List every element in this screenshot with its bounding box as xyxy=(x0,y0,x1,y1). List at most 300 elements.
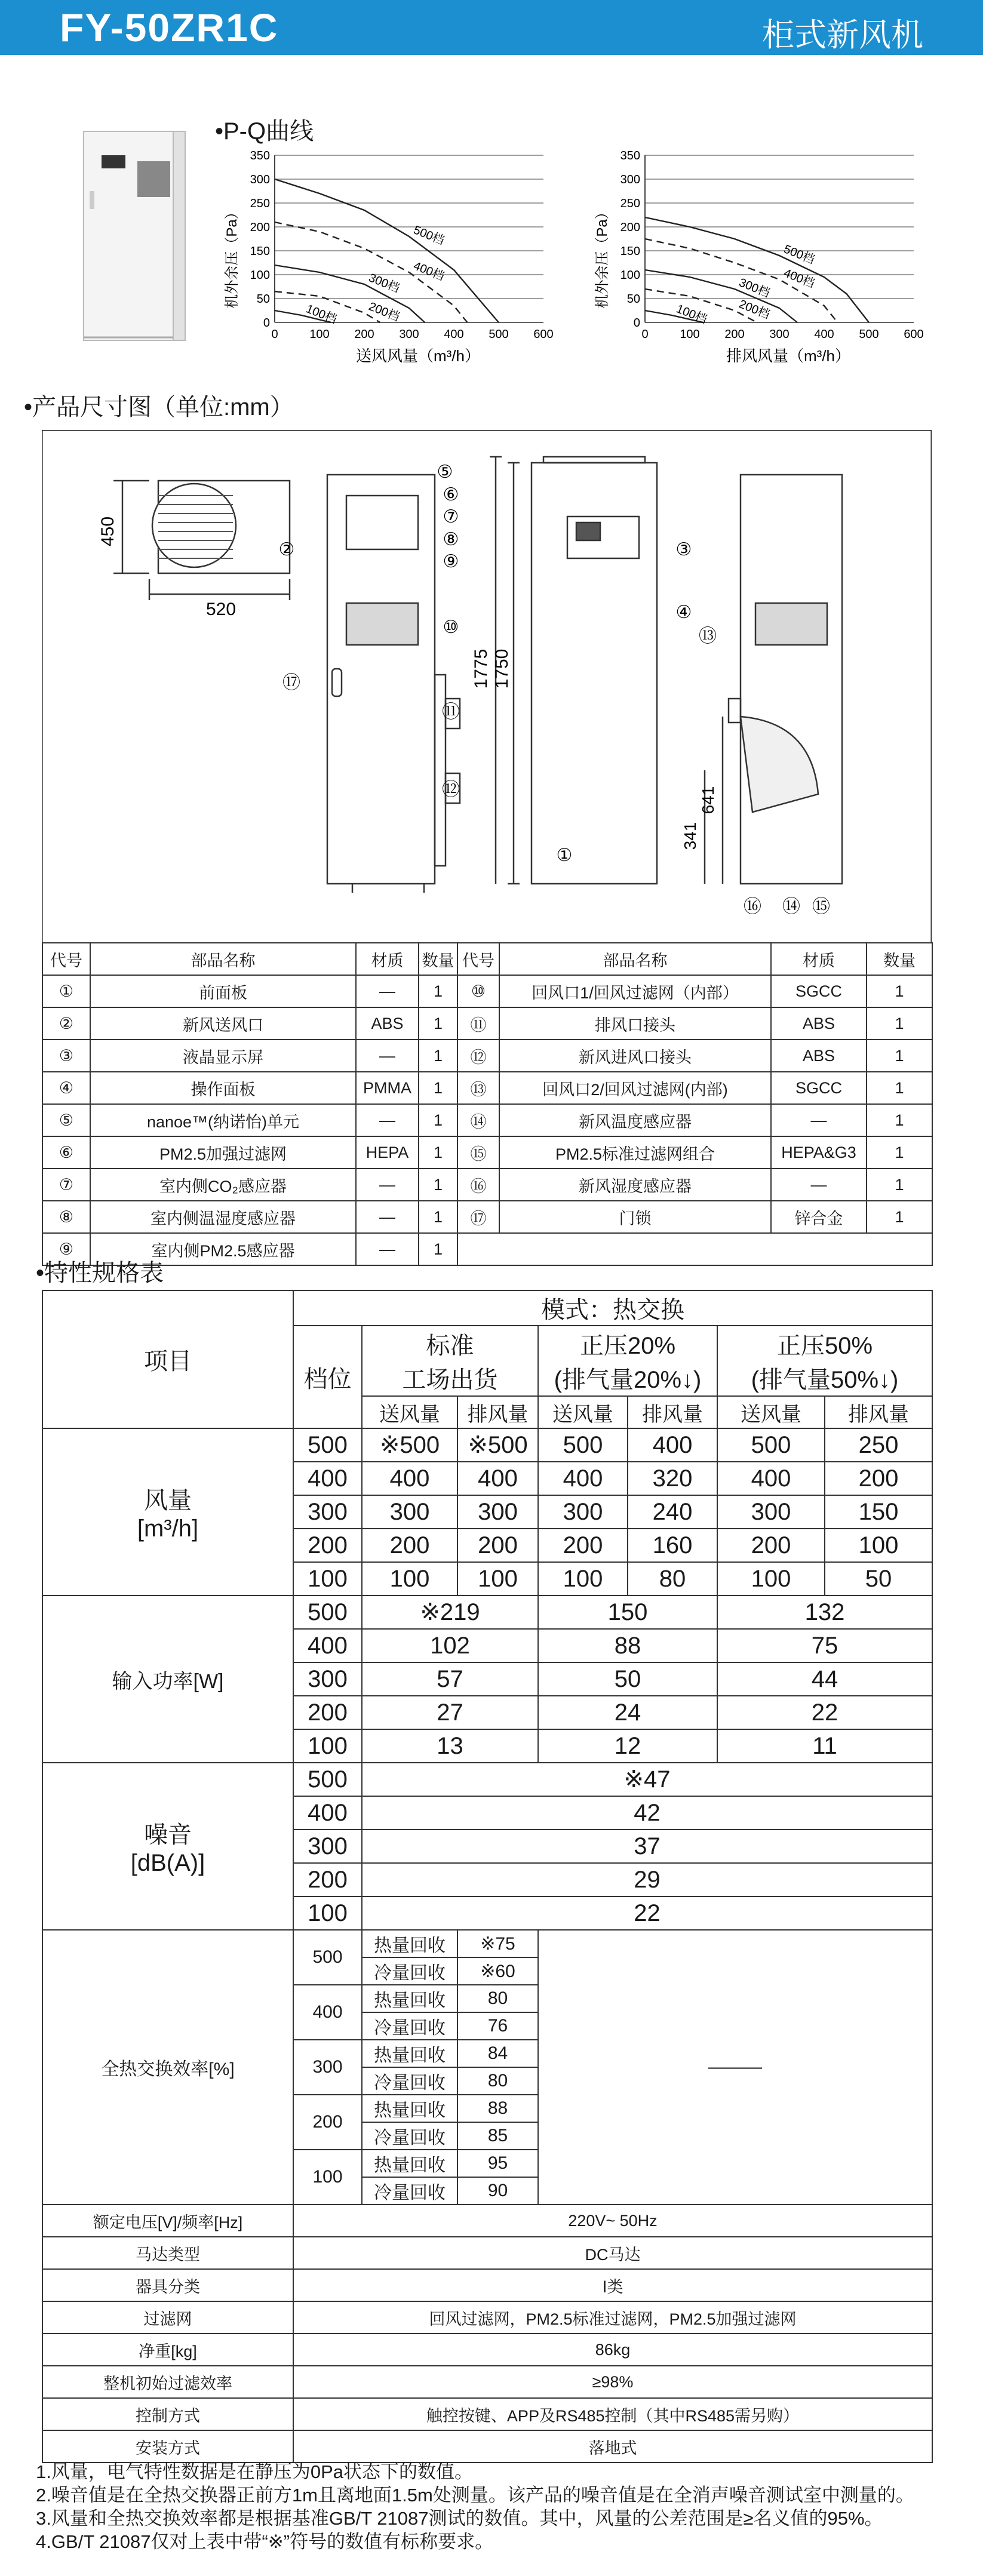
parts-cell: — xyxy=(356,1104,419,1136)
spec-misc-label: 过滤网 xyxy=(42,2301,293,2334)
spec-cell: 24 xyxy=(538,1696,717,1729)
spec-cell: 200 xyxy=(362,1529,457,1562)
spec-cell: 300 xyxy=(293,2040,362,2095)
parts-header-row xyxy=(42,943,932,975)
parts-cell: PMMA xyxy=(356,1072,419,1104)
pq-chart-supply xyxy=(221,143,579,370)
spec-cell: 500 xyxy=(293,1596,362,1629)
pq-chart-exhaust xyxy=(591,143,950,370)
note-1: 1.风量，电气特性数据是在静压为0Pa状态下的数值。 xyxy=(36,2461,474,2482)
note-2: 2.噪音值是在全热交换器正前方1m且离地面1.5m处测量。该产品的噪音值是在全消声噪音测试室中测量的。 xyxy=(36,2485,914,2506)
parts-cell: 1 xyxy=(867,1201,932,1233)
spec-item-header: 项目 xyxy=(42,1290,293,1428)
spec-cell: 100 xyxy=(293,1896,362,1930)
spec-misc-label: 净重[kg] xyxy=(42,2334,293,2366)
spec-heat-recovery: 热量回收 xyxy=(362,2040,457,2067)
notes xyxy=(36,2460,914,2553)
parts-cell: 回风口2/回风过滤网(内部) xyxy=(499,1072,771,1104)
pq-y-tick: 300 xyxy=(620,173,640,186)
spec-cell: 400 xyxy=(293,1985,362,2040)
spec-cool-recovery: 冷量回收 xyxy=(362,2177,457,2205)
parts-header-cell: 代号 xyxy=(457,943,499,975)
parts-cell: HEPA&G3 xyxy=(771,1136,867,1169)
table-row xyxy=(42,1104,932,1136)
spec-misc-value: 220V~ 50Hz xyxy=(293,2205,932,2237)
callout-17: ⑰ xyxy=(282,673,300,693)
spec-cell: 500 xyxy=(717,1428,825,1462)
parts-cell: PM2.5标准过滤网组合 xyxy=(499,1136,771,1169)
spec-cool-value: 76 xyxy=(457,2012,538,2040)
spec-cell: 200 xyxy=(293,2095,362,2150)
parts-cell: 锌合金 xyxy=(771,1201,867,1233)
callout-10: ⑩ xyxy=(443,617,459,637)
callout-3: ③ xyxy=(675,540,692,560)
parts-cell: 1 xyxy=(867,1040,932,1072)
spec-airflow-label: 风量 [m³/h] xyxy=(42,1428,293,1596)
callout-8: ⑧ xyxy=(443,530,459,549)
parts-cell: 室内侧温湿度感应器 xyxy=(90,1201,356,1233)
dim-1775: 1775 xyxy=(471,648,491,689)
pq-x-tick: 0 xyxy=(271,328,278,341)
parts-cell: HEPA xyxy=(356,1136,419,1169)
pq-x-tick: 100 xyxy=(309,328,330,341)
spec-misc-label: 马达类型 xyxy=(42,2237,293,2269)
spec-exhaust-header: 排风量 xyxy=(457,1396,538,1428)
parts-cell: 1 xyxy=(419,1169,457,1201)
parts-table xyxy=(42,942,933,1266)
callout-14: ⑭ xyxy=(782,897,800,917)
parts-cell: 室内侧CO₂感应器 xyxy=(90,1169,356,1201)
table-row xyxy=(42,1169,932,1201)
spec-pos20-header: 正压20% (排气量20%↓) xyxy=(538,1326,717,1396)
spec-cell: 100 xyxy=(293,1562,362,1596)
pq-y-tick: 300 xyxy=(250,173,270,186)
callout-15: ⑮ xyxy=(812,897,830,917)
spec-cell: 22 xyxy=(362,1896,932,1930)
parts-cell: ⑯ xyxy=(457,1169,499,1201)
table-row xyxy=(42,1233,932,1265)
parts-header-cell: 数量 xyxy=(867,943,932,975)
note-4: 4.GB/T 21087仅对上表中带“※”符号的数值有标称要求。 xyxy=(36,2531,494,2552)
spec-cool-recovery: 冷量回收 xyxy=(362,2122,457,2150)
spec-cell: 400 xyxy=(538,1462,628,1495)
page-header xyxy=(0,0,983,55)
table-row xyxy=(42,1428,932,1462)
table-row xyxy=(42,2301,932,2334)
spec-cell: 200 xyxy=(457,1529,538,1562)
callout-7: ⑦ xyxy=(443,507,459,527)
pq-supply-xlabel: 送风风量（m³/h） xyxy=(355,347,481,365)
pq-series-label: 100档 xyxy=(674,302,709,327)
spec-cell: 400 xyxy=(362,1462,457,1495)
pq-y-tick: 350 xyxy=(620,149,640,162)
spec-cell: 100 xyxy=(457,1562,538,1596)
pq-y-tick: 100 xyxy=(620,269,640,282)
spec-cell: 300 xyxy=(362,1495,457,1529)
spec-misc-label: 整机初始过滤效率 xyxy=(42,2366,293,2398)
spec-heat-recovery: 热量回收 xyxy=(362,2150,457,2177)
dim-641: 641 xyxy=(699,786,717,814)
spec-cell: 100 xyxy=(717,1562,825,1596)
pq-x-tick: 600 xyxy=(533,328,554,341)
spec-cell: 37 xyxy=(362,1830,932,1863)
parts-cell: 1 xyxy=(867,1007,932,1040)
parts-cell: 回风口1/回风过滤网（内部） xyxy=(499,975,771,1007)
table-row xyxy=(42,1290,932,1326)
spec-cell: 200 xyxy=(293,1696,362,1729)
pq-x-tick: 400 xyxy=(444,328,464,341)
spec-cell: 300 xyxy=(457,1495,538,1529)
spec-misc-value: 86kg xyxy=(293,2334,932,2366)
spec-misc-label: 安装方式 xyxy=(42,2430,293,2463)
spec-table xyxy=(42,1290,933,2463)
spec-cell: 150 xyxy=(825,1495,932,1529)
side-view-right xyxy=(705,475,842,884)
spec-cell: 400 xyxy=(628,1428,717,1462)
pq-exhaust-xlabel: 排风风量（m³/h） xyxy=(726,347,851,365)
spec-cell: 75 xyxy=(717,1629,932,1662)
spec-exhaust-header: 排风量 xyxy=(628,1396,717,1428)
callout-2: ② xyxy=(278,540,295,560)
parts-cell: — xyxy=(356,1233,419,1265)
spec-mode-header: 模式：热交换 xyxy=(293,1290,932,1326)
spec-misc-value: ≥98% xyxy=(293,2366,932,2398)
parts-cell: ABS xyxy=(771,1040,867,1072)
pq-y-tick: 100 xyxy=(250,269,270,282)
pq-x-tick: 500 xyxy=(859,328,879,341)
spec-misc-label: 控制方式 xyxy=(42,2398,293,2430)
spec-cell: 100 xyxy=(825,1529,932,1562)
parts-cell: ⑦ xyxy=(42,1169,90,1201)
note-3: 3.风量和全热交换效率都是根据基准GB/T 21087测试的数值。其中，风量的公差范围是≥名义值的95%。 xyxy=(36,2508,883,2529)
parts-cell: 室内侧PM2.5感应器 xyxy=(90,1233,356,1265)
pq-x-tick: 200 xyxy=(354,328,374,341)
parts-cell: ③ xyxy=(42,1040,90,1072)
table-row xyxy=(42,1763,932,1796)
spec-misc-label: 额定电压[V]/频率[Hz] xyxy=(42,2205,293,2237)
spec-exhaust-header: 排风量 xyxy=(825,1396,932,1428)
spec-cell: 500 xyxy=(293,1428,362,1462)
parts-cell: ABS xyxy=(771,1007,867,1040)
parts-cell: — xyxy=(356,1201,419,1233)
callout-9: ⑨ xyxy=(443,552,459,571)
table-row xyxy=(42,1930,932,1957)
spec-title: •特性规格表 xyxy=(36,1260,164,1286)
spec-cool-recovery: 冷量回收 xyxy=(362,1957,457,1985)
spec-noise-label: 噪音 [dB(A)] xyxy=(42,1763,293,1930)
dim-520: 520 xyxy=(205,600,236,619)
dimension-drawing xyxy=(42,430,932,943)
callout-1: ① xyxy=(556,846,573,865)
spec-efficiency-label: 全热交换效率[%] xyxy=(42,1930,293,2205)
spec-cell: 250 xyxy=(825,1428,932,1462)
parts-cell: ⑥ xyxy=(42,1136,90,1169)
spec-cell: 300 xyxy=(538,1495,628,1529)
table-row xyxy=(42,2334,932,2366)
pq-series-label: 500档 xyxy=(782,242,816,267)
parts-cell: 前面板 xyxy=(90,975,356,1007)
spec-cell: 240 xyxy=(628,1495,717,1529)
spec-heat-value: 84 xyxy=(457,2040,538,2067)
parts-cell: 门锁 xyxy=(499,1201,771,1233)
spec-cell: 300 xyxy=(293,1830,362,1863)
parts-cell: ⑧ xyxy=(42,1201,90,1233)
spec-cell: 200 xyxy=(538,1529,628,1562)
table-row xyxy=(42,1136,932,1169)
pq-x-tick: 300 xyxy=(769,328,790,341)
spec-heat-value: 88 xyxy=(457,2095,538,2122)
spec-cell: ※500 xyxy=(457,1428,538,1462)
pq-series-label: 100档 xyxy=(304,302,339,327)
parts-cell: ⑪ xyxy=(457,1007,499,1040)
callout-5: ⑤ xyxy=(437,462,453,482)
dim-1750: 1750 xyxy=(492,648,512,689)
spec-heat-value: ※75 xyxy=(457,1930,538,1957)
table-row xyxy=(42,2269,932,2301)
parts-cell: PM2.5加强过滤网 xyxy=(90,1136,356,1169)
parts-cell: ① xyxy=(42,975,90,1007)
parts-cell: 液晶显示屏 xyxy=(90,1040,356,1072)
spec-cell: 44 xyxy=(717,1662,932,1696)
pq-supply-ylabel: 机外余压（Pa） xyxy=(224,205,240,309)
table-row xyxy=(42,1201,932,1233)
spec-cell: 29 xyxy=(362,1863,932,1896)
spec-standard-header: 标准 工场出货 xyxy=(362,1326,538,1396)
table-row xyxy=(42,2237,932,2269)
spec-cell: 27 xyxy=(362,1696,538,1729)
spec-power-label: 输入功率[W] xyxy=(42,1596,293,1763)
pq-series-label: 300档 xyxy=(367,271,401,296)
table-row xyxy=(42,2398,932,2430)
parts-cell: 1 xyxy=(867,1169,932,1201)
spec-cell: 500 xyxy=(293,1763,362,1796)
table-row xyxy=(42,2430,932,2463)
spec-cool-value: 80 xyxy=(457,2067,538,2095)
parts-cell: — xyxy=(771,1169,867,1201)
spec-cell: 100 xyxy=(538,1562,628,1596)
pq-series-label: 400档 xyxy=(782,266,816,291)
dim-450: 450 xyxy=(98,516,118,547)
pq-series-label: 200档 xyxy=(737,297,772,322)
spec-cell: 200 xyxy=(825,1462,932,1495)
spec-cell: 150 xyxy=(538,1596,717,1629)
spec-cell: 200 xyxy=(717,1529,825,1562)
spec-cell: 42 xyxy=(362,1796,932,1830)
callout-13: ⑬ xyxy=(699,626,717,646)
parts-cell: 1 xyxy=(419,1072,457,1104)
parts-cell: 1 xyxy=(867,1136,932,1169)
table-row xyxy=(42,1072,932,1104)
parts-cell: 1 xyxy=(419,1007,457,1040)
spec-cell: 102 xyxy=(362,1629,538,1662)
product-thumbnail xyxy=(72,125,191,346)
spec-misc-value: Ⅰ类 xyxy=(293,2269,932,2301)
parts-cell: 操作面板 xyxy=(90,1072,356,1104)
parts-cell: ⑮ xyxy=(457,1136,499,1169)
parts-cell: ② xyxy=(42,1007,90,1040)
parts-cell: 1 xyxy=(419,1040,457,1072)
spec-cool-value: 90 xyxy=(457,2177,538,2205)
spec-cell: ※219 xyxy=(362,1596,538,1629)
product-category: 柜式新风机 xyxy=(762,17,923,53)
parts-cell: 1 xyxy=(867,1072,932,1104)
callout-12: ⑫ xyxy=(442,780,460,800)
spec-cell: 80 xyxy=(628,1562,717,1596)
pq-x-tick: 500 xyxy=(489,328,509,341)
parts-cell: 1 xyxy=(419,1104,457,1136)
spec-cell: 300 xyxy=(293,1495,362,1529)
spec-cell: 400 xyxy=(293,1796,362,1830)
spec-cell: 300 xyxy=(293,1662,362,1696)
callout-6: ⑥ xyxy=(443,485,459,505)
parts-header-cell: 代号 xyxy=(42,943,90,975)
spec-heat-value: 95 xyxy=(457,2150,538,2177)
parts-cell: ⑨ xyxy=(42,1233,90,1265)
dims-title: •产品尺寸图（单位:mm） xyxy=(24,394,294,420)
parts-cell: ⑤ xyxy=(42,1104,90,1136)
spec-supply-header: 送风量 xyxy=(717,1396,825,1428)
spec-misc-value: 回风过滤网，PM2.5标准过滤网，PM2.5加强过滤网 xyxy=(293,2301,932,2334)
pq-y-tick: 250 xyxy=(620,197,640,210)
spec-cell: 400 xyxy=(293,1629,362,1662)
pq-series-label: 300档 xyxy=(737,276,772,300)
spec-efficiency-na: ——— xyxy=(538,1930,932,2205)
spec-cell: 11 xyxy=(717,1729,932,1763)
parts-header-cell: 材质 xyxy=(771,943,867,975)
spec-cell: ※47 xyxy=(362,1763,932,1796)
spec-cell: 160 xyxy=(628,1529,717,1562)
pq-y-tick: 350 xyxy=(250,149,270,162)
pq-y-tick: 200 xyxy=(620,221,640,234)
parts-header-cell: 数量 xyxy=(419,943,457,975)
front-view xyxy=(490,457,657,884)
parts-cell: ⑬ xyxy=(457,1072,499,1104)
parts-header-cell: 部品名称 xyxy=(499,943,771,975)
pq-y-tick: 150 xyxy=(250,245,270,258)
spec-cell: 320 xyxy=(628,1462,717,1495)
parts-cell: — xyxy=(356,975,419,1007)
spec-cell: 500 xyxy=(293,1930,362,1985)
parts-cell: 1 xyxy=(867,1104,932,1136)
spec-misc-value: 落地式 xyxy=(293,2430,932,2463)
pq-x-tick: 0 xyxy=(641,328,649,341)
spec-cool-value: ※60 xyxy=(457,1957,538,1985)
spec-cell: 12 xyxy=(538,1729,717,1763)
parts-cell: 新风温度感应器 xyxy=(499,1104,771,1136)
parts-cell: 1 xyxy=(419,1233,457,1265)
spec-misc-value: 触控按键、APP及RS485控制（其中RS485需另购） xyxy=(293,2398,932,2430)
table-row xyxy=(42,975,932,1007)
spec-heat-recovery: 热量回收 xyxy=(362,1930,457,1957)
spec-supply-header: 送风量 xyxy=(538,1396,628,1428)
parts-cell: 新风湿度感应器 xyxy=(499,1169,771,1201)
parts-header-cell: 材质 xyxy=(356,943,419,975)
spec-cell: 50 xyxy=(538,1662,717,1696)
parts-cell: ④ xyxy=(42,1072,90,1104)
spec-misc-value: DC马达 xyxy=(293,2237,932,2269)
spec-cell: 88 xyxy=(538,1629,717,1662)
pq-x-tick: 600 xyxy=(904,328,924,341)
spec-gear-header: 档位 xyxy=(293,1326,362,1428)
spec-cool-recovery: 冷量回收 xyxy=(362,2067,457,2095)
parts-cell: 1 xyxy=(419,1136,457,1169)
pq-y-tick: 150 xyxy=(620,245,640,258)
spec-cell: 50 xyxy=(825,1562,932,1596)
spec-cell: 22 xyxy=(717,1696,932,1729)
parts-cell: SGCC xyxy=(771,1072,867,1104)
callout-4: ④ xyxy=(675,602,692,622)
pq-x-tick: 200 xyxy=(724,328,745,341)
spec-supply-header: 送风量 xyxy=(362,1396,457,1428)
table-row xyxy=(42,1596,932,1629)
spec-heat-recovery: 热量回收 xyxy=(362,2095,457,2122)
side-view-left xyxy=(327,475,460,893)
parts-header-cell: 部品名称 xyxy=(90,943,356,975)
pq-x-tick: 300 xyxy=(399,328,419,341)
pq-y-tick: 50 xyxy=(256,293,270,306)
pq-y-tick: 200 xyxy=(250,221,270,234)
spec-cell: 400 xyxy=(293,1462,362,1495)
pq-y-tick: 50 xyxy=(626,293,640,306)
spec-cool-value: 85 xyxy=(457,2122,538,2150)
dim-341: 341 xyxy=(681,822,699,850)
spec-cell: 300 xyxy=(717,1495,825,1529)
pq-x-tick: 100 xyxy=(680,328,700,341)
pq-y-tick: 0 xyxy=(633,316,640,330)
spec-cell: ※500 xyxy=(362,1428,457,1462)
parts-cell: 1 xyxy=(419,975,457,1007)
parts-cell: ⑰ xyxy=(457,1201,499,1233)
table-row xyxy=(42,2366,932,2398)
parts-cell: — xyxy=(356,1169,419,1201)
pq-title: •P-Q曲线 xyxy=(215,118,314,145)
table-row xyxy=(42,2205,932,2237)
spec-cell: 400 xyxy=(457,1462,538,1495)
parts-cell: ⑩ xyxy=(457,975,499,1007)
parts-cell-empty xyxy=(457,1233,932,1265)
table-row xyxy=(42,1007,932,1040)
pq-y-tick: 0 xyxy=(263,316,270,330)
parts-cell: ⑭ xyxy=(457,1104,499,1136)
spec-cell: 200 xyxy=(293,1529,362,1562)
spec-cell: 13 xyxy=(362,1729,538,1763)
pq-x-tick: 400 xyxy=(814,328,834,341)
model-name: FY-50ZR1C xyxy=(60,5,279,50)
spec-cell: 200 xyxy=(293,1863,362,1896)
callout-16: ⑯ xyxy=(744,897,761,917)
pq-series-label: 400档 xyxy=(411,259,446,284)
spec-cell: 57 xyxy=(362,1662,538,1696)
parts-cell: SGCC xyxy=(771,975,867,1007)
parts-cell: ABS xyxy=(356,1007,419,1040)
pq-series-label: 200档 xyxy=(367,300,401,324)
parts-cell: 新风送风口 xyxy=(90,1007,356,1040)
spec-cell: 132 xyxy=(717,1596,932,1629)
spec-heat-value: 80 xyxy=(457,1985,538,2012)
table-row xyxy=(42,1040,932,1072)
parts-cell: nanoe™(纳诺怡)单元 xyxy=(90,1104,356,1136)
top-view xyxy=(113,481,290,600)
pq-exhaust-ylabel: 机外余压（Pa） xyxy=(594,205,610,309)
spec-pos50-header: 正压50% (排气量50%↓) xyxy=(717,1326,932,1396)
spec-cell: 100 xyxy=(293,2150,362,2205)
callout-11: ⑪ xyxy=(442,702,460,722)
parts-cell: 1 xyxy=(419,1201,457,1233)
pq-y-tick: 250 xyxy=(250,197,270,210)
spec-cell: 100 xyxy=(362,1562,457,1596)
parts-cell: — xyxy=(771,1104,867,1136)
spec-misc-label: 器具分类 xyxy=(42,2269,293,2301)
